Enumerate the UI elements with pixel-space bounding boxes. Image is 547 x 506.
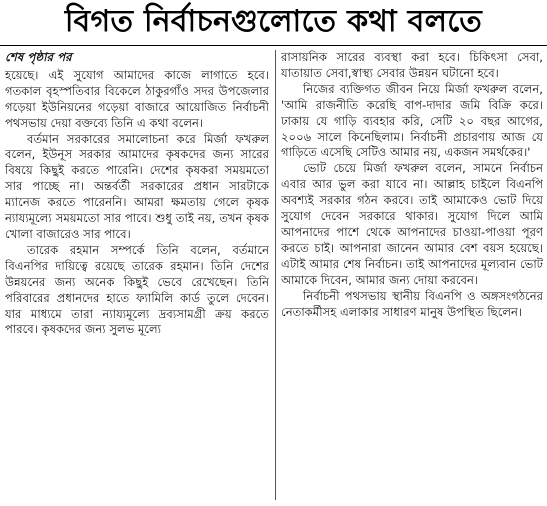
article-paragraph: নিজের ব্যক্তিগত জীবন নিয়ে মির্জা ফখরুল বলেন, 'আমি রাজনীতি করেছি বাপ-দাদার জমি বিক্রি করে। ঢাকায় যে গাড়ি ব্যবহার করি, সেটি ২০ বছর আগের, ২০০৬ সালে কিনেছিলাম। নির্বাচনী প্রচারণায় আজ যে গাড়িতে এসেছি সেটিও আমার নয়, একজন সমর্থকের।' [281, 81, 543, 160]
column-divider [275, 50, 276, 500]
article-paragraph: তারেক রহমান সম্পর্কে তিনি বলেন, বর্তমানে বিএনপির দায়িত্বে রয়েছে তারেক রহমান। তিনি দেশের উন্নয়নের জন্য অনেক কিছুই ভেবে রেখেছেন। তিনি পরিবারের প্রধানদের হাতে ফ্যামিলি কার্ড তুলে দেবেন। যার মাধ্যমে তারা ন্যায্যমূল্যে দ্রব্যসামগ্রী ক্রয় করতে পারবে। কৃষকদের জন্য সুলভ মূল্যে [5, 242, 269, 337]
article-paragraph: ভোট চেয়ে মির্জা ফখরুল বলেন, সামনে নির্বাচন এবার আর ভুল করা যাবে না। আল্লাহ চাইলে বিএনপি অবশ্যই সরকার গঠন করবে। তাই আমাকেও ভোট দিয়ে সুযোগ দেবেন সরকারে থাকার। সুযোগ দিলে আমি আপনাদের পাশে থেকে আপনাদের চাওয়া-পাওয়া পূরণ করতে চাই। আপনারা জানেন আমার বেশ বয়স হয়েছে। এটাই আমার শেষ নির্বাচন। তাই আপনাদের মূল্যবান ভোট আমাকে দিবেন, আমার জন্য দোয়া করবেন। [281, 161, 543, 287]
right-paragraphs [281, 50, 543, 320]
headline-rule [0, 45, 547, 46]
article-column-right [281, 50, 543, 502]
continuation-kicker: শেষ পৃষ্ঠার পর [5, 50, 72, 64]
article-paragraph: বর্তমান সরকারের সমালোচনা করে মির্জা ফখরুল বলেন, ইউনূস সরকার আমাদের কৃষকদের জন্য সারের বিষয়ে কিছুই করতে পারেনি। দেশের কৃষকরা সময়মতো সার পাচ্ছে না। অন্তর্বর্তী সরকারের প্রধান সারটাকে ম্যানেজ করতে পারেননি। আমরা ক্ষমতায় গেলে কৃষক ন্যায্যমূল্যে সময়মতো সার পাবে। শুধু তাই নয়, তখন কৃষক খোলা বাজারেও সার পাবে। [5, 131, 269, 241]
left-paragraphs [5, 68, 269, 338]
headline: বিগত নির্বাচনগুলোতে কথা বলতে [64, 4, 483, 39]
article-paragraph: নির্বাচনী পথসভায় স্থানীয় বিএনপি ও অঙ্গসংগঠনের নেতাকর্মীসহ এলাকার সাধারণ মানুষ উপস্থিত ছিলেন। [281, 288, 543, 319]
article-column-left [5, 50, 269, 502]
article-paragraph: হয়েছে। এই সুযোগ আমাদের কাজে লাগাতে হবে। গতকাল বৃহস্পতিবার বিকেলে ঠাকুরগাঁও সদর উপজেলার গড়েয়া ইউনিয়নের গড়েয়া বাজারে আয়োজিত নির্বাচনী পথসভায় দেয়া বক্তব্যে তিনি এ কথা বলেন। [5, 67, 269, 130]
article-paragraph: রাসায়নিক সারের ব্যবস্থা করা হবে। চিকিৎসা সেবা, যাতায়াত সেবা,স্বাস্থ্য সেবার উন্নয়ন ঘটানো হবে। [281, 50, 543, 80]
